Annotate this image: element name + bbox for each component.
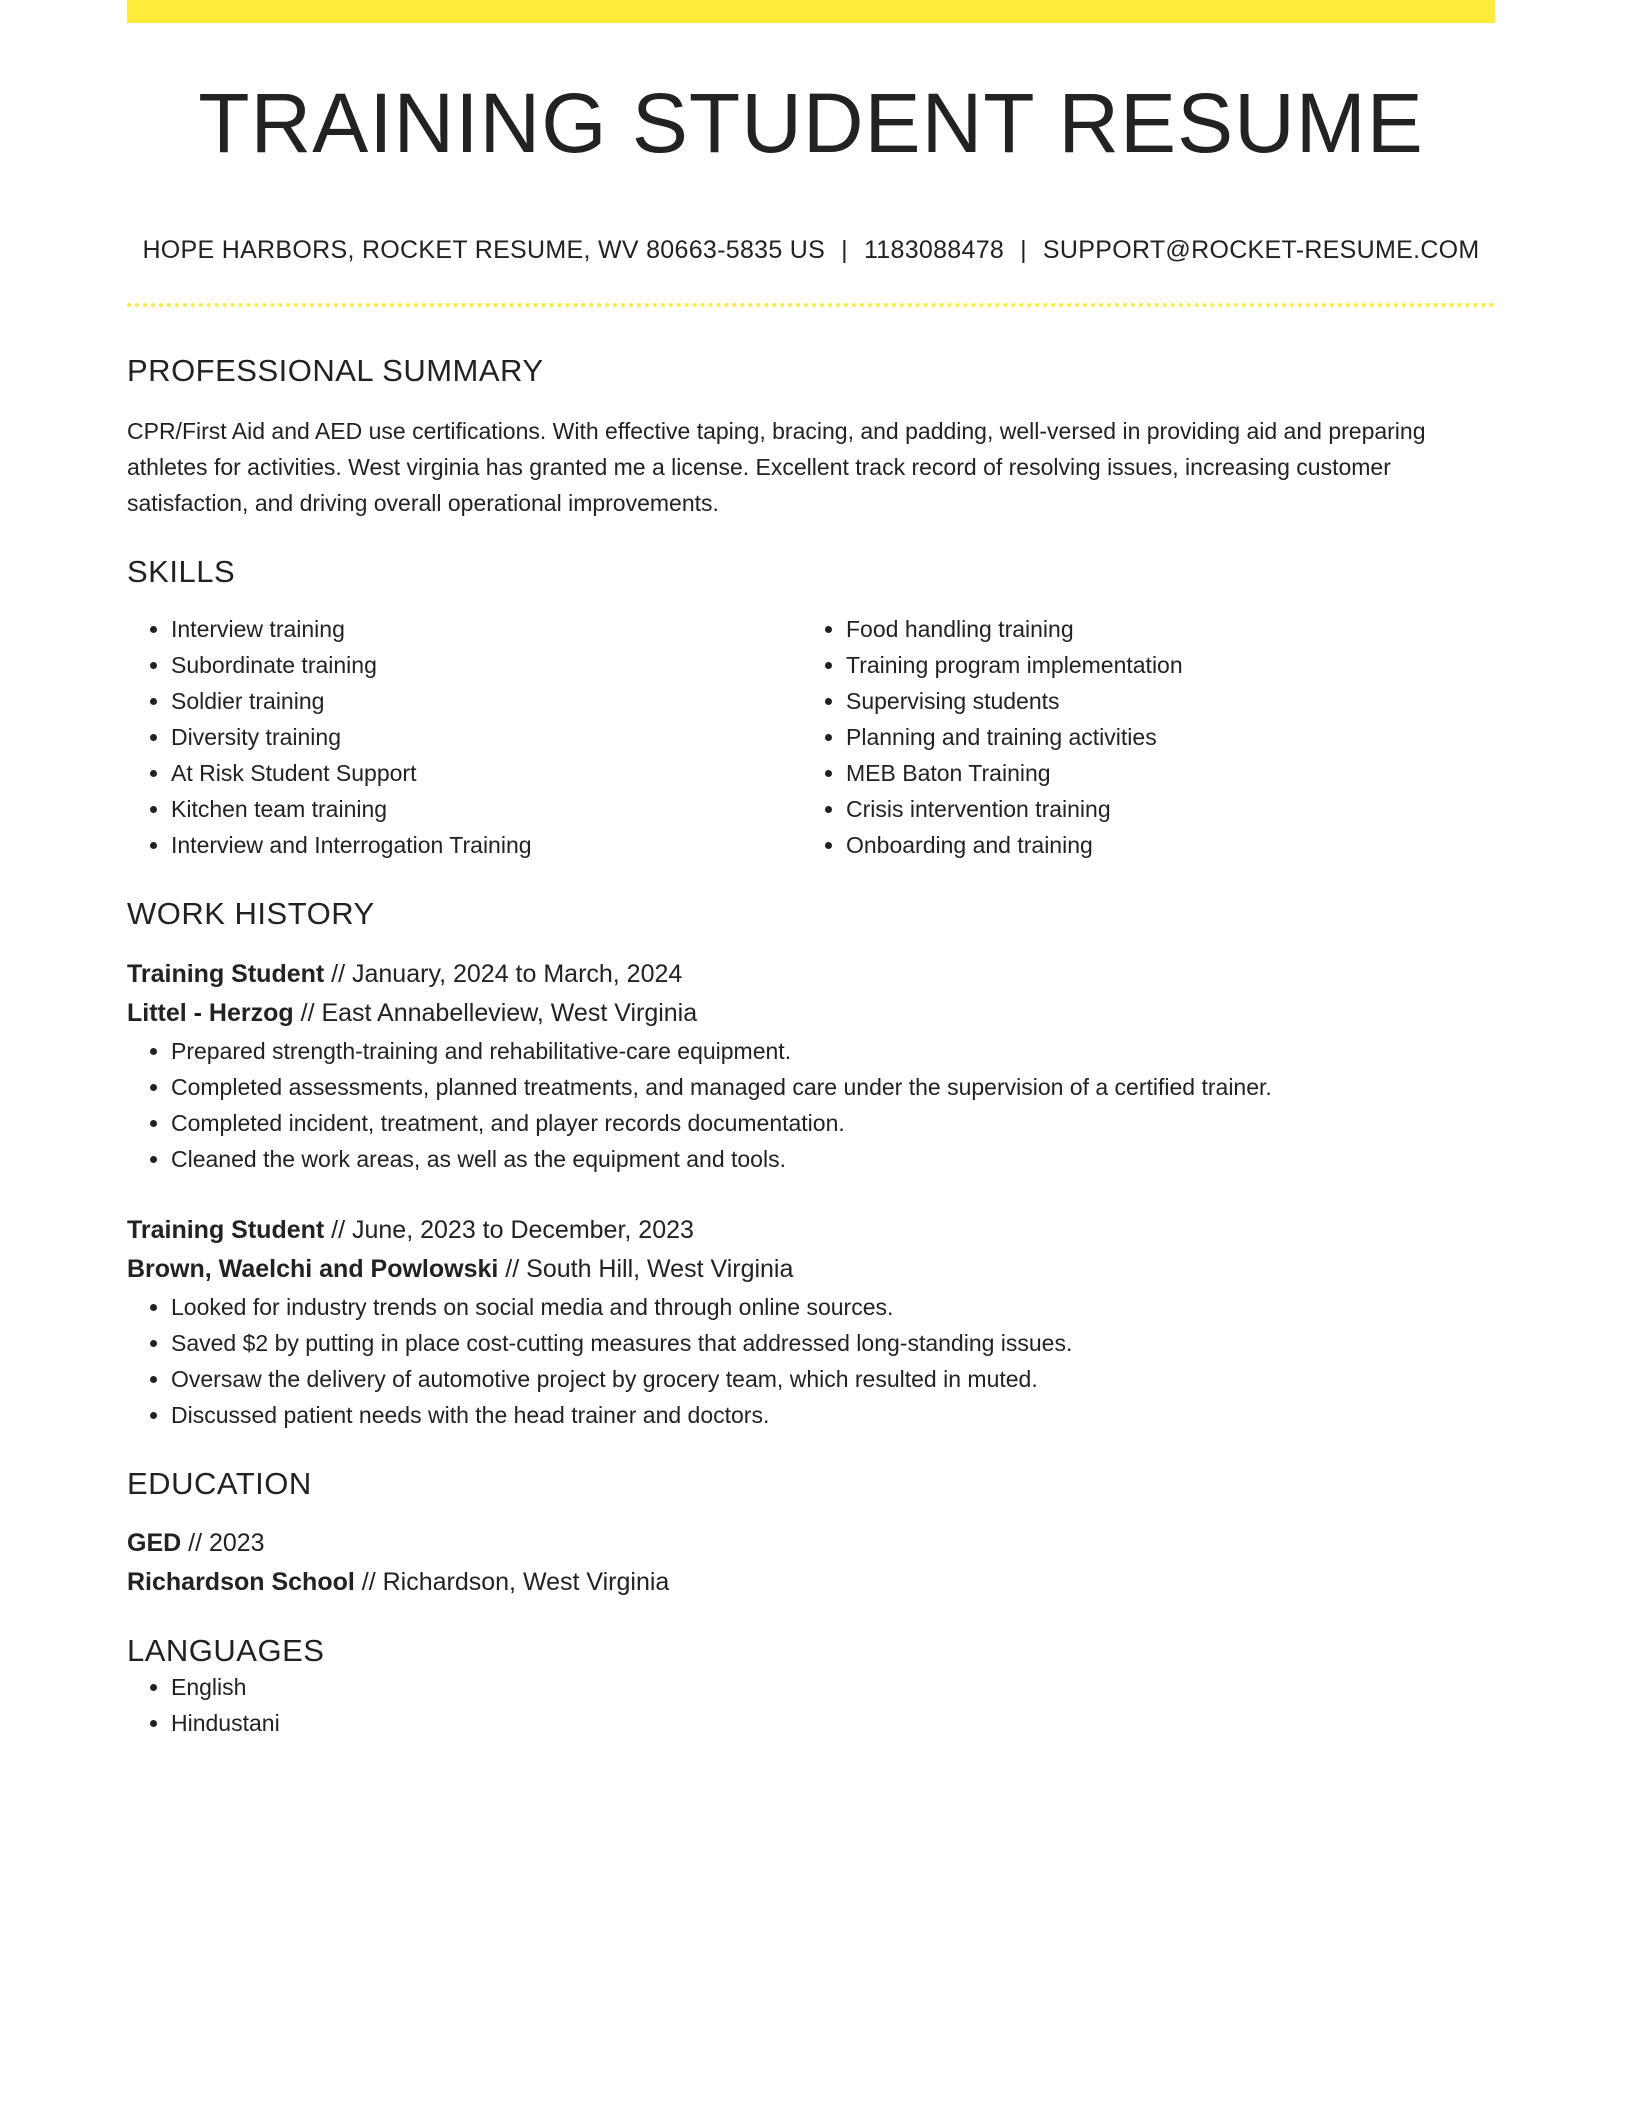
- job-location: // South Hill, West Virginia: [498, 1254, 794, 1283]
- skills-heading: SKILLS: [127, 554, 236, 590]
- contact-line: [127, 236, 1495, 265]
- job-title-line: [127, 1211, 1495, 1250]
- skills-list-left: [127, 611, 802, 863]
- education-location: // Richardson, West Virginia: [354, 1567, 670, 1596]
- skill-item: • At Risk Student Support: [171, 755, 802, 791]
- skill-item: • Interview training: [171, 611, 802, 647]
- job-title-line: [127, 955, 1495, 994]
- education-school-line: [127, 1563, 1495, 1602]
- languages-list: [127, 1669, 1495, 1741]
- skill-item: • Diversity training: [171, 719, 802, 755]
- skills-grid: [127, 611, 1495, 863]
- skill-item: • Supervising students: [846, 683, 1477, 719]
- skill-item: • Kitchen team training: [171, 791, 802, 827]
- summary-text: CPR/First Aid and AED use certifications. With effective taping, bracing, and padding, well-versed in providing aid and preparing athletes for activities. West virginia has granted me a license. Excellent track record of resolving issues, increasing customer satisfaction, and driving overall operational improvements.: [127, 418, 1426, 517]
- skill-item: • Interview and Interrogation Training: [171, 827, 802, 863]
- languages-heading: LANGUAGES: [127, 1632, 325, 1668]
- job-title: Training Student: [127, 1215, 325, 1244]
- job-bullet: • Prepared strength-training and rehabilitative-care equipment.: [171, 1033, 1495, 1069]
- job-dates: // June, 2023 to December, 2023: [324, 1215, 694, 1244]
- contact-phone: 1183088478: [863, 236, 1005, 264]
- job-bullet: • Looked for industry trends on social media and through online sources.: [171, 1289, 1495, 1325]
- header-divider: [127, 303, 1495, 307]
- job-bullet: • Saved $2 by putting in place cost-cutting measures that addressed long-standing issues.: [171, 1325, 1495, 1361]
- job-company: Littel - Herzog: [127, 998, 294, 1027]
- skill-item: • MEB Baton Training: [846, 755, 1477, 791]
- top-accent-bar: [127, 0, 1495, 23]
- job-bullet: • Completed assessments, planned treatments, and managed care under the supervision of a certified trainer.: [171, 1069, 1495, 1105]
- job-bullets: [127, 1289, 1495, 1433]
- education-year: // 2023: [181, 1528, 265, 1557]
- resume-title: TRAINING STUDENT RESUME: [198, 76, 1424, 170]
- education-entry: [127, 1524, 1495, 1602]
- job-bullet: • Cleaned the work areas, as well as the equipment and tools.: [171, 1141, 1495, 1177]
- job-entry: [127, 955, 1495, 1177]
- job-location: // East Annabelleview, West Virginia: [293, 998, 698, 1027]
- skill-item: • Onboarding and training: [846, 827, 1477, 863]
- job-bullet: • Completed incident, treatment, and player records documentation.: [171, 1105, 1495, 1141]
- skill-item: • Planning and training activities: [846, 719, 1477, 755]
- skills-list-right: [802, 611, 1477, 863]
- resume-page: [127, 0, 1495, 1741]
- language-item: • English: [171, 1669, 1495, 1705]
- job-company-line: [127, 994, 1495, 1033]
- language-item: • Hindustani: [171, 1705, 1495, 1741]
- education-heading: EDUCATION: [127, 1465, 312, 1501]
- education-degree: GED: [127, 1528, 182, 1557]
- job-title: Training Student: [127, 959, 325, 988]
- job-entry: [127, 1211, 1495, 1433]
- education-school: Richardson School: [127, 1567, 355, 1596]
- contact-address: HOPE HARBORS, ROCKET RESUME, WV 80663-5835 US: [142, 236, 826, 264]
- job-dates: // January, 2024 to March, 2024: [324, 959, 683, 988]
- contact-separator: |: [841, 236, 848, 264]
- education-degree-line: [127, 1524, 1495, 1563]
- job-company: Brown, Waelchi and Powlowski: [127, 1254, 499, 1283]
- contact-email[interactable]: SUPPORT@ROCKET-RESUME.COM: [1042, 236, 1480, 264]
- work-history-heading: WORK HISTORY: [127, 896, 375, 932]
- skill-item: • Soldier training: [171, 683, 802, 719]
- skills-column-right: [802, 611, 1477, 863]
- skills-column-left: [127, 611, 802, 863]
- skill-item: • Training program implementation: [846, 647, 1477, 683]
- skill-item: • Subordinate training: [171, 647, 802, 683]
- job-bullets: [127, 1033, 1495, 1177]
- skill-item: • Crisis intervention training: [846, 791, 1477, 827]
- job-company-line: [127, 1250, 1495, 1289]
- skill-item: • Food handling training: [846, 611, 1477, 647]
- summary-heading: PROFESSIONAL SUMMARY: [127, 353, 544, 388]
- contact-separator: |: [1020, 236, 1027, 264]
- job-bullet: • Oversaw the delivery of automotive project by grocery team, which resulted in muted.: [171, 1361, 1495, 1397]
- job-bullet: • Discussed patient needs with the head trainer and doctors.: [171, 1397, 1495, 1433]
